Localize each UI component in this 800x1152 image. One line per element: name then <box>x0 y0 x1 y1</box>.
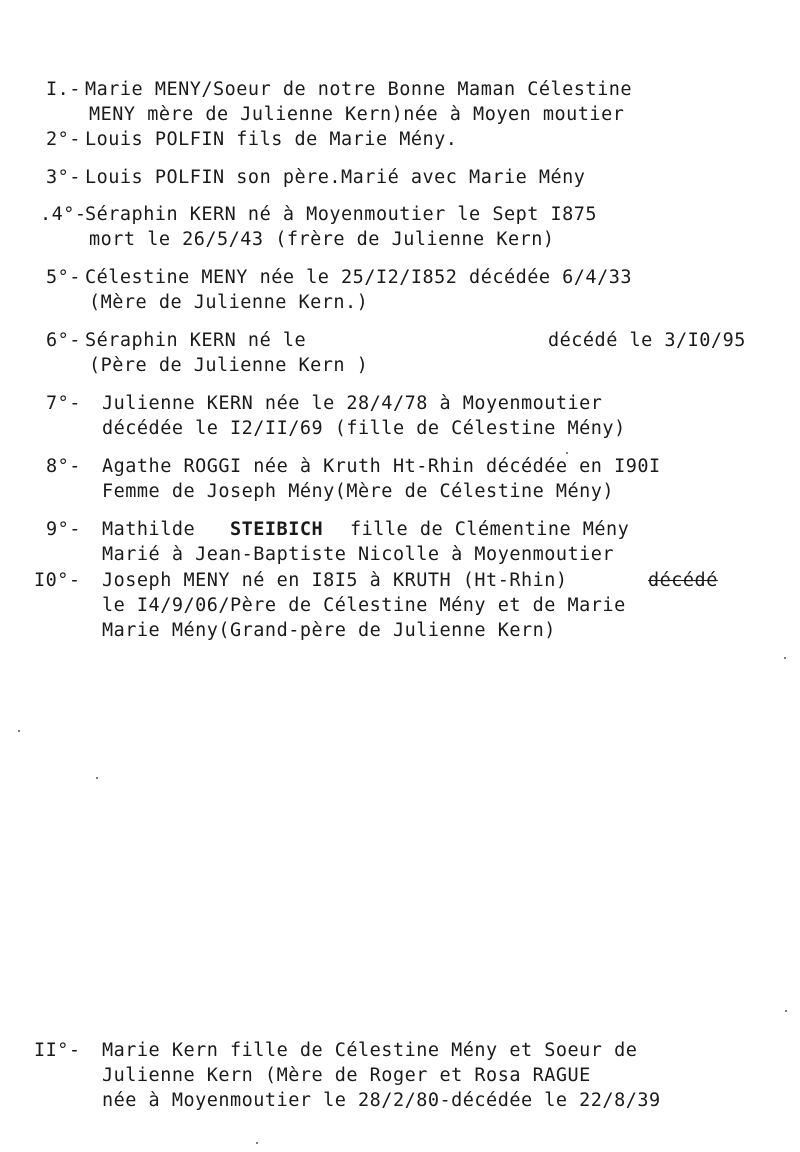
entry-number: 5°- <box>46 267 81 288</box>
scan-speck <box>566 452 568 454</box>
entry-line: Marie MENY/Soeur de notre Bonne Maman Célestine <box>85 79 632 100</box>
entry-line: Marie Mény(Grand-père de Julienne Kern) <box>102 620 556 641</box>
entry-line: Marie Kern fille de Célestine Mény et Soeur de <box>102 1040 638 1061</box>
entry-number: 8°- <box>46 456 81 477</box>
entry-line: Séraphin KERN né à Moyenmoutier le Sept I875 <box>85 204 598 225</box>
scan-speck <box>96 777 98 779</box>
entry-line: Louis POLFIN fils de Marie Mény. <box>85 129 458 150</box>
entry-line: décédée le I2/II/69 (fille de Célestine Mény) <box>102 418 626 439</box>
entry-line: Mathilde <box>102 519 196 540</box>
entry-line: née à Moyenmoutier le 28/2/80-décédée le 22/8/39 <box>102 1090 661 1111</box>
entry-line: Agathe ROGGI née à Kruth Ht-Rhin décédée en I90I <box>102 456 661 477</box>
entry-surname-bold: STEIBICH <box>230 519 324 540</box>
scan-speck <box>256 1142 258 1144</box>
scan-speck <box>18 730 20 732</box>
entry-death-date: décédé le 3/I0/95 <box>548 330 746 351</box>
entry-line: (Mère de Julienne Kern.) <box>89 292 369 313</box>
entry-line: fille de Clémentine Mény <box>350 519 630 540</box>
entry-line: Femme de Joseph Mény(Mère de Célestine Mény) <box>102 481 615 502</box>
entry-line: le I4/9/06/Père de Célestine Mény et de Marie <box>102 595 626 616</box>
entry-line: Séraphin KERN né le <box>85 330 307 351</box>
entry-struck-word: décédé <box>648 570 718 591</box>
entry-number: 3°- <box>46 167 81 188</box>
scan-speck <box>785 1010 787 1012</box>
entry-number: 6°- <box>46 330 81 351</box>
entry-line: Julienne Kern (Mère de Roger et Rosa RAGUE <box>102 1065 591 1086</box>
entry-line: (Père de Julienne Kern ) <box>89 355 369 376</box>
scan-speck <box>784 657 786 659</box>
entry-line: Louis POLFIN son père.Marié avec Marie Mény <box>85 167 586 188</box>
entry-number: .4°- <box>40 204 87 225</box>
entry-number: 2°- <box>46 129 81 150</box>
entry-line: Julienne KERN née le 28/4/78 à Moyenmoutier <box>102 393 603 414</box>
entry-line: MENY mère de Julienne Kern)née à Moyen moutier <box>89 104 625 125</box>
entry-number: I0°- <box>34 570 81 591</box>
entry-line: mort le 26/5/43 (frère de Julienne Kern) <box>89 229 555 250</box>
entry-line: Célestine MENY née le 25/I2/I852 décédée 6/4/33 <box>85 267 632 288</box>
entry-number: 7°- <box>46 393 81 414</box>
entry-number: I.- <box>46 79 81 100</box>
entry-number: 9°- <box>46 519 81 540</box>
entry-line: Marié à Jean-Baptiste Nicolle à Moyenmoutier <box>102 544 615 565</box>
entry-number: II°- <box>34 1040 81 1061</box>
entry-line: Joseph MENY né en I8I5 à KRUTH (Ht-Rhin) <box>102 570 568 591</box>
